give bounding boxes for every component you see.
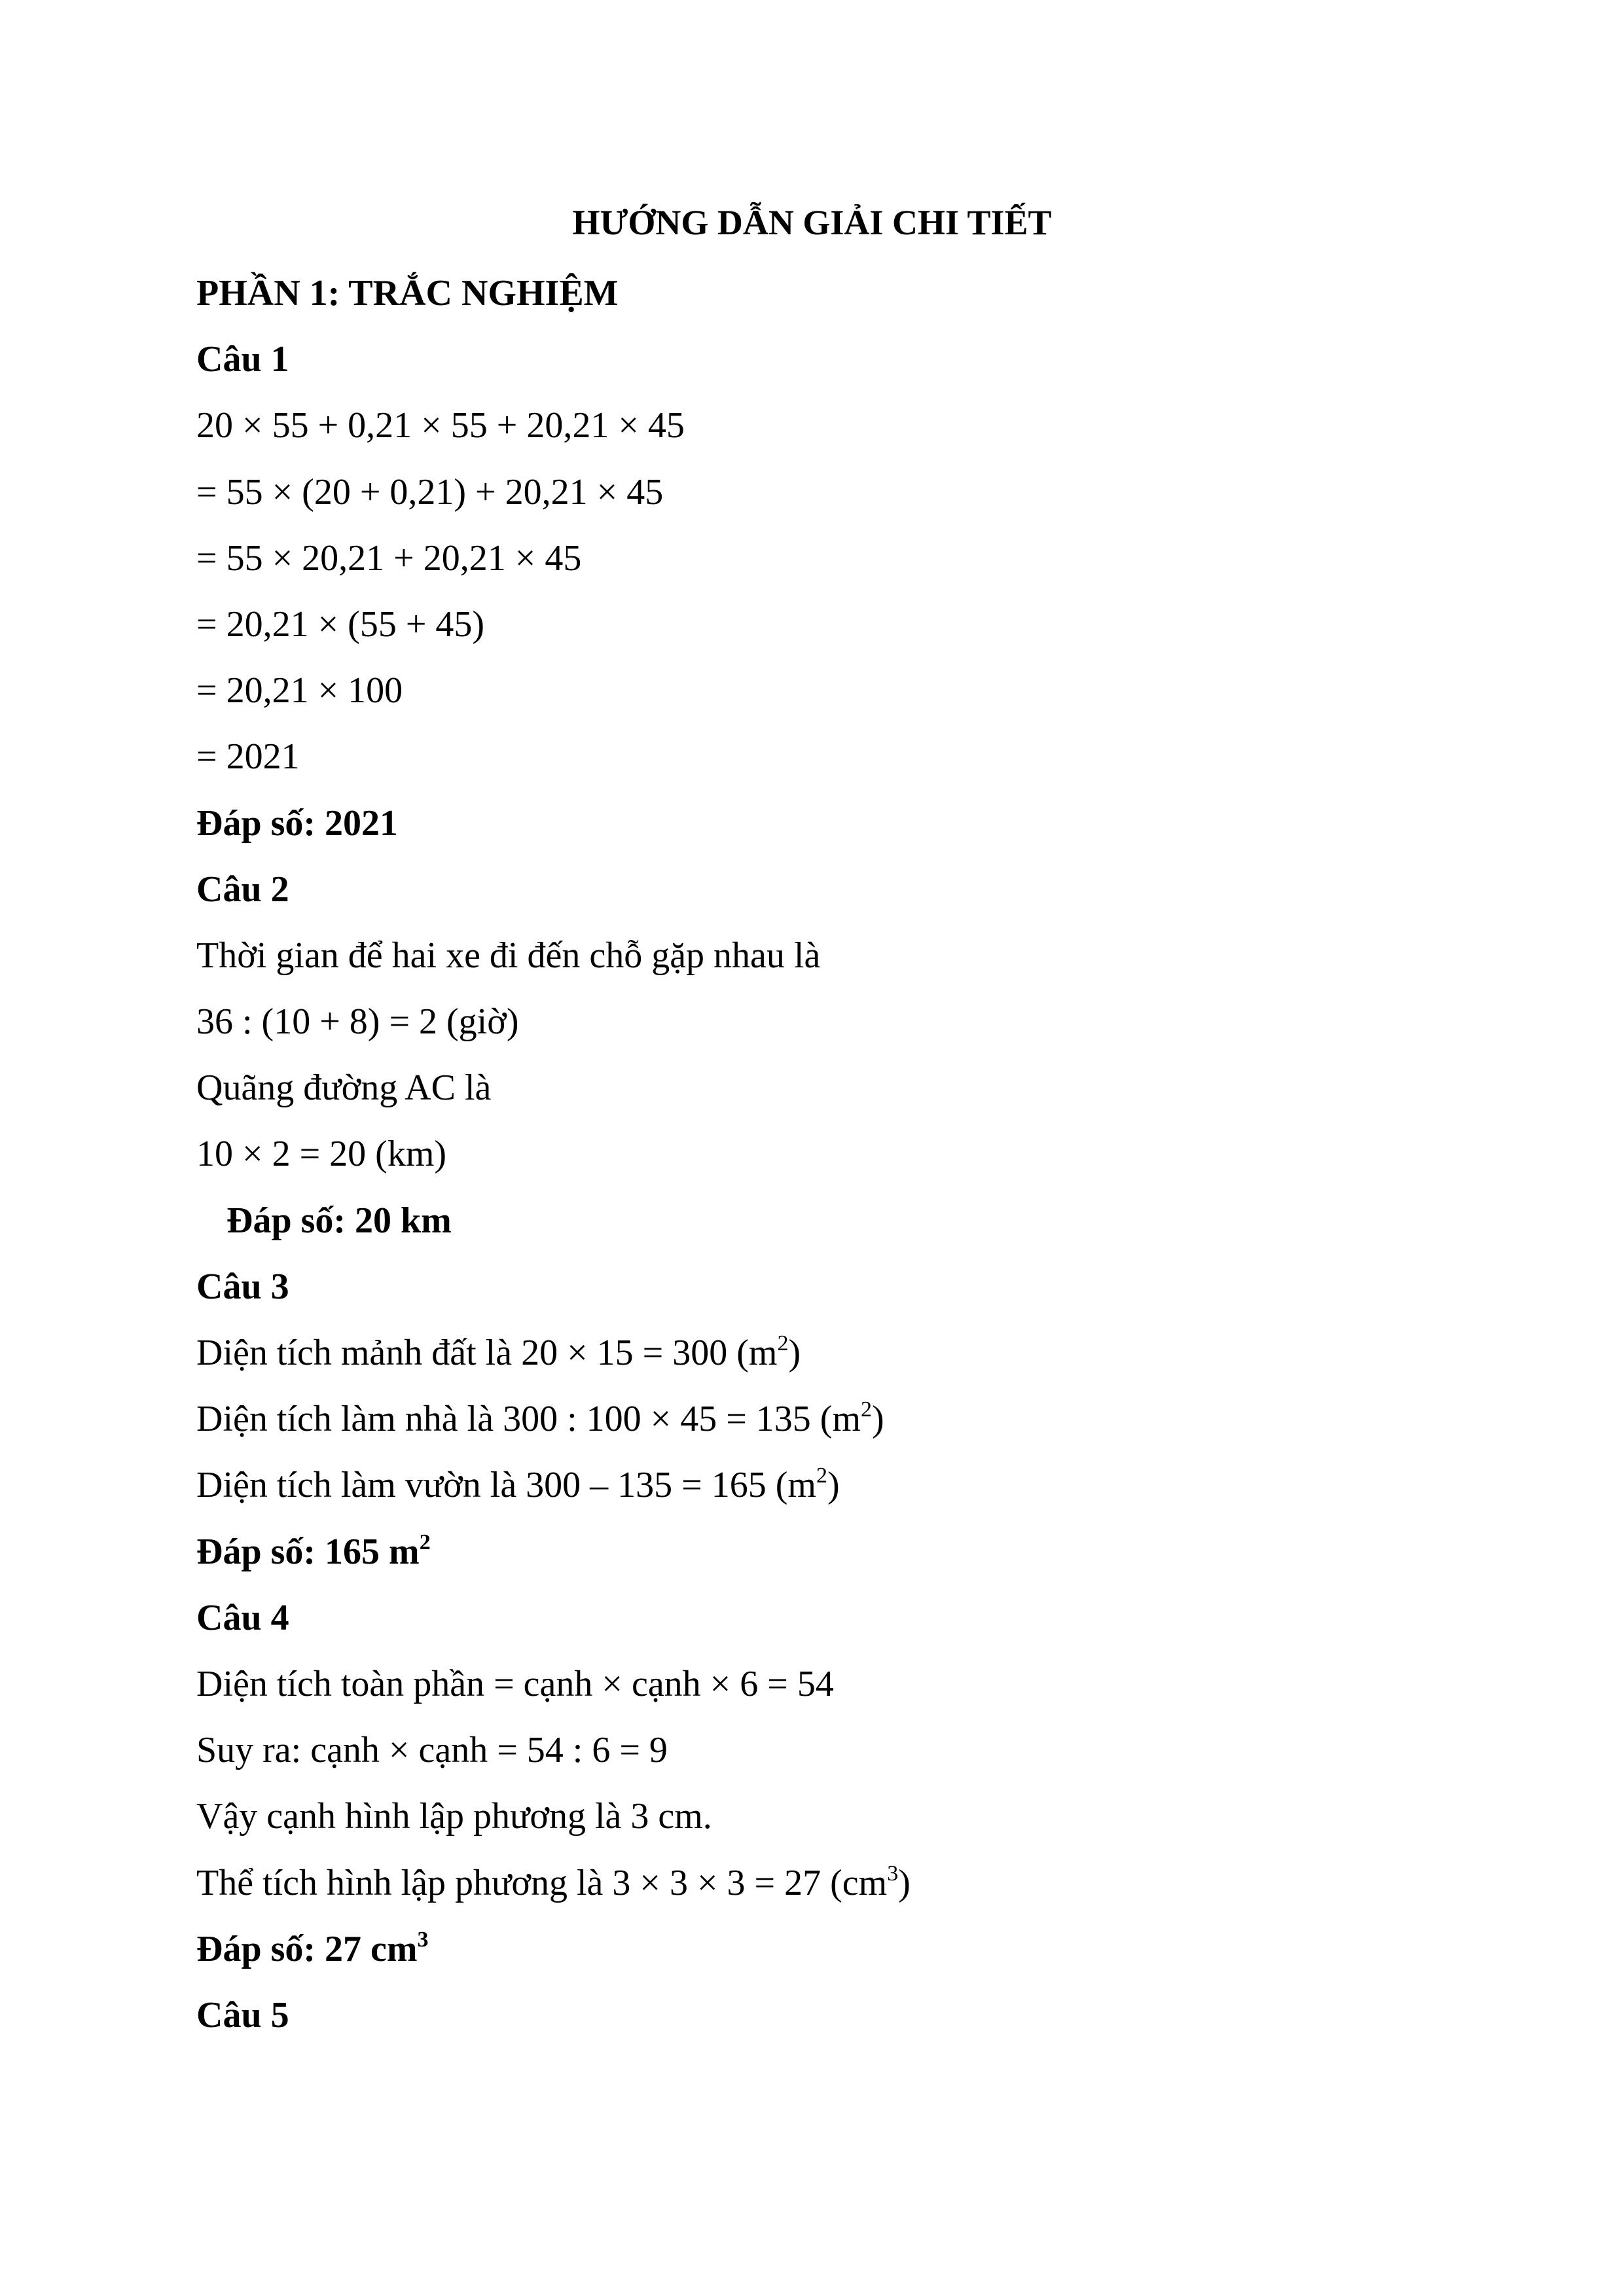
question-4-heading: Câu 4 [196, 1597, 289, 1638]
q3-answer-exponent: 2 [419, 1530, 431, 1554]
q2-step-2: 36 : (10 + 8) = 2 (giờ) [196, 1001, 519, 1043]
q4-step-2: Suy ra: cạnh × cạnh = 54 : 6 = 9 [196, 1730, 668, 1771]
q2-step-3: Quãng đường AC là [196, 1067, 492, 1109]
q3-step-2 [196, 1386, 1473, 1452]
q1-answer: Đáp số: 2021 [196, 802, 399, 844]
q4-answer [196, 1916, 1473, 1982]
q3-step-1-close: ) [788, 1333, 801, 1373]
q1-step-6: = 2021 [196, 736, 300, 778]
q4-step-4 [196, 1850, 1473, 1916]
q3-step-2-text: Diện tích làm nhà là 300 : 100 × 45 = 135 (m [196, 1399, 861, 1440]
q3-step-3-exponent: 2 [816, 1463, 827, 1488]
q1-step-5: = 20,21 × 100 [196, 670, 403, 711]
q3-step-3-text: Diện tích làm vườn là 300 – 135 = 165 (m [196, 1465, 816, 1506]
document-content [196, 260, 1473, 2049]
q1-step-3: = 55 × 20,21 + 20,21 × 45 [196, 537, 582, 579]
q3-step-1 [196, 1320, 1473, 1386]
q3-step-2-exponent: 2 [861, 1397, 872, 1422]
q4-answer-text: Đáp số: 27 cm [196, 1928, 418, 1969]
q4-answer-exponent: 3 [417, 1927, 429, 1952]
q3-step-3-close: ) [827, 1465, 840, 1506]
question-3-heading: Câu 3 [196, 1266, 289, 1307]
q3-answer-text: Đáp số: 165 m [196, 1531, 420, 1572]
q4-step-4-exponent: 3 [887, 1861, 899, 1886]
q3-step-2-close: ) [872, 1399, 884, 1440]
question-5-heading: Câu 5 [196, 1994, 289, 2036]
q4-step-4-close: ) [898, 1862, 911, 1903]
q1-step-1: 20 × 55 + 0,21 × 55 + 20,21 × 45 [196, 405, 685, 446]
q4-step-1: Diện tích toàn phần = cạnh × cạnh × 6 = 54 [196, 1663, 834, 1704]
q3-step-3 [196, 1452, 1473, 1518]
q1-step-4: = 20,21 × (55 + 45) [196, 603, 485, 645]
question-2-heading: Câu 2 [196, 869, 289, 910]
section-heading: PHẦN 1: TRẮC NGHIỆM [196, 273, 619, 314]
q4-step-3: Vậy cạnh hình lập phương là 3 cm. [196, 1796, 712, 1837]
q1-step-2: = 55 × (20 + 0,21) + 20,21 × 45 [196, 471, 664, 512]
document-title: HƯỚNG DẪN GIẢI CHI TIẾT [572, 203, 1052, 242]
q2-step-4: 10 × 2 = 20 (km) [196, 1134, 447, 1175]
q2-answer: Đáp số: 20 km [226, 1200, 452, 1241]
question-1-heading: Câu 1 [196, 339, 289, 380]
q2-step-1: Thời gian để hai xe đi đến chỗ gặp nhau là [196, 935, 821, 976]
q3-step-1-exponent: 2 [777, 1331, 789, 1355]
q3-answer [196, 1519, 1473, 1585]
q3-step-1-text: Diện tích mảnh đất là 20 × 15 = 300 (m [196, 1333, 778, 1373]
q4-step-4-text: Thể tích hình lập phương là 3 × 3 × 3 = 27 (cm [196, 1862, 888, 1903]
